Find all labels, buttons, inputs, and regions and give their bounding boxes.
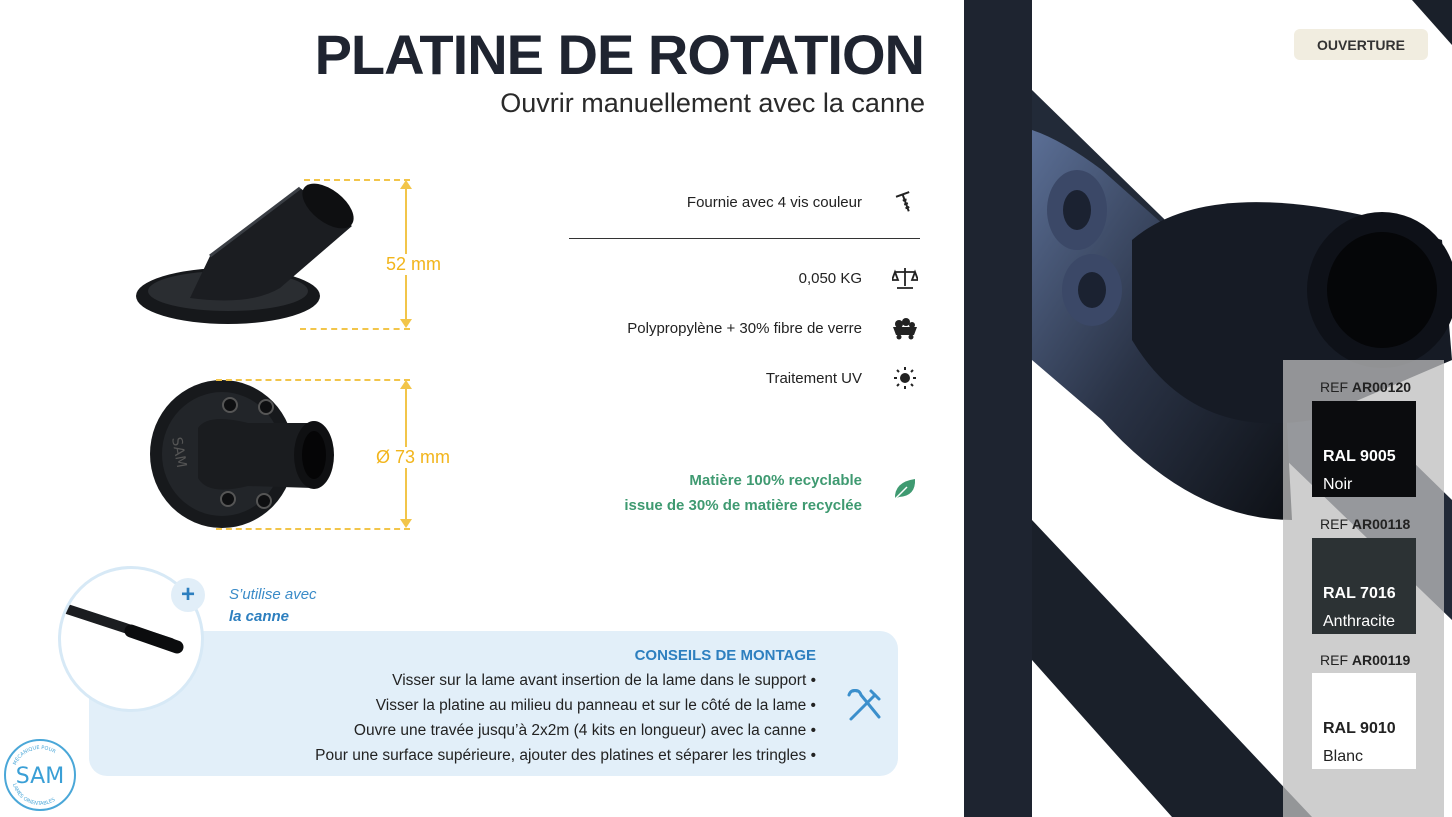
plus-icon: + — [171, 578, 205, 612]
screw-icon — [890, 186, 920, 216]
svg-text:MÉCANIQUE POUR: MÉCANIQUE POUR — [12, 744, 57, 767]
recycle-line-2: issue de 30% de matière recyclée — [624, 497, 862, 514]
sam-logo — [2, 737, 78, 813]
dimension-line-bottom-2 — [216, 528, 410, 530]
dimension-line-top — [304, 179, 410, 181]
mounting-tip: Pour une surface supérieure, ajouter des platines et séparer les tringles • — [315, 747, 816, 764]
color-name: Blanc — [1323, 748, 1364, 765]
svg-text:SAM: SAM — [168, 435, 190, 470]
color-swatch-blanc[interactable] — [1312, 673, 1416, 769]
recycle-line-1: Matière 100% recyclable — [689, 472, 862, 489]
color-swatch-noir[interactable] — [1312, 401, 1416, 497]
tools-icon — [845, 685, 885, 730]
diameter-dimension: Ø 73 mm — [376, 447, 451, 467]
color-name: Anthracite — [1323, 613, 1396, 630]
spec-weight: 0,050 KG — [798, 270, 862, 287]
color-code: RAL 9005 — [1323, 448, 1396, 465]
color-code: RAL 9010 — [1323, 720, 1396, 737]
category-badge: OUVERTURE — [1294, 29, 1428, 60]
leaf-icon — [890, 474, 920, 504]
decorative-panel — [964, 0, 1032, 817]
dimension-line-bottom — [300, 328, 410, 330]
spec-material: Polypropylène + 30% fibre de verre — [627, 320, 862, 337]
ore-cart-icon — [890, 313, 920, 343]
dimension-line-top-2 — [216, 379, 410, 381]
mounting-tips-title: CONSEILS DE MONTAGE — [634, 647, 816, 664]
spec-treatment: Traitement UV — [765, 370, 862, 387]
mounting-tip: Visser la platine au milieu du panneau et sur le côté de la lame • — [375, 697, 816, 714]
sun-icon — [890, 363, 920, 393]
mounting-tip: Visser sur la lame avant insertion de la lame dans le support • — [392, 672, 816, 689]
scale-icon — [890, 263, 920, 293]
color-name: Noir — [1323, 476, 1353, 493]
svg-text:LAMES ORIENTABLES: LAMES ORIENTABLES — [10, 782, 57, 808]
svg-text:SAM: SAM — [15, 764, 65, 789]
color-code: RAL 7016 — [1323, 585, 1396, 602]
color-ref-3: REF AR00119 — [1320, 652, 1411, 668]
color-ref-2: REF AR00118 — [1320, 516, 1411, 532]
color-swatch-anthracite[interactable] — [1312, 538, 1416, 634]
mounting-tip: Ouvre une travée jusqu’à 2x2m (4 kits en longueur) avec la canne • — [353, 722, 816, 739]
product-top-view — [148, 378, 348, 530]
product-side-view — [130, 178, 370, 330]
color-ref-1: REF AR00120 — [1320, 379, 1412, 395]
spec-screws: Fournie avec 4 vis couleur — [686, 194, 862, 211]
spec-separator — [569, 238, 920, 239]
height-dimension: 52 mm — [386, 254, 442, 274]
use-with-label: S’utilise avec — [229, 586, 317, 603]
use-with-product: la canne — [229, 608, 290, 625]
page-title: PLATINE DE ROTATION — [314, 23, 924, 86]
page-subtitle: Ouvrir manuellement avec la canne — [500, 88, 925, 118]
